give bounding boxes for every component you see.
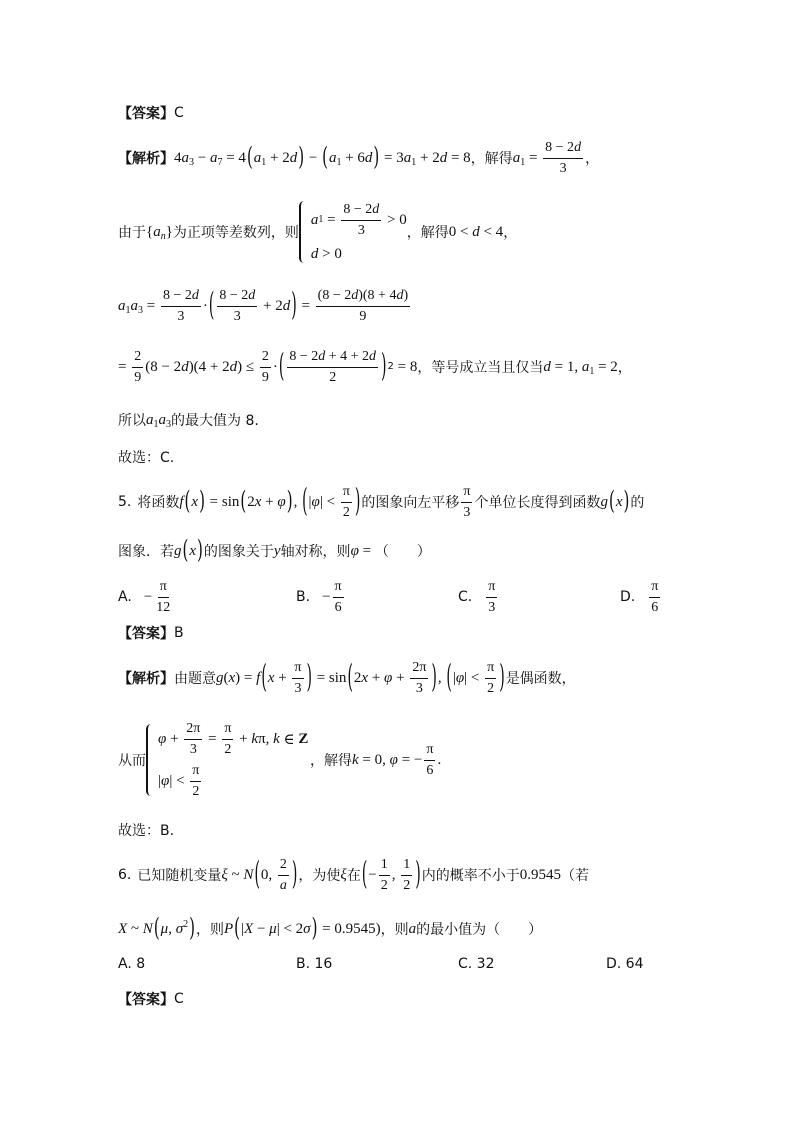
fraction: $\frac{8 - 2d}{3}$ (162, 288, 199, 324)
question-5-line-1: 5. 将函数 f(x) = sin(2x + φ), ( |φ| < $\frac{\pi}{2}$ ) 的图象向左平移 $\frac{\pi}{3}$ 个单位长度得到函数 g(x) 的 (118, 483, 645, 521)
math-expression: $4a_3 - a_7 = 4(a_1 + 2d) - (a_1 + 6d) = 3a_1 + 2d = 8$ (174, 140, 471, 172)
text: ，等号成立当且仅当 (417, 360, 544, 376)
option-a: A. − $\frac{\pi}{12}$ (118, 579, 171, 615)
choose-line-4 (118, 447, 754, 467)
math-expression: $\{a_n\}$ (146, 223, 173, 242)
fraction: $\frac{8 - 2d}{3}$ (545, 140, 582, 176)
math-expression: 0 < d < 4 (448, 223, 504, 240)
answer-value: C (174, 105, 184, 121)
option-d: D. $\frac{\pi}{6}$ (620, 579, 659, 615)
text: 为正项等差数列，则 (172, 225, 299, 241)
text: 由于 (118, 225, 146, 241)
analysis-label: 【解析】 (118, 151, 174, 167)
equation-system: a 1 = $\frac{8 - 2d}{3}$ > 0 d > 0 (310, 202, 407, 262)
option-b: B. 16 (296, 956, 333, 972)
question-6-line-2: X ~ N(μ, $\sigma^2$) ，则 P(|X − μ| < 2σ) = 0.9545) ，则 a 的最小值为（ ） (118, 911, 543, 943)
solution-5-line-2: 从而 φ + $\frac{2\pi}{3}$ = $\frac{\pi}{2}$ + k π, k ∈ Z | φ | < $\frac{\pi}{2}$ ，解得 k = 0, φ = − $\frac{\pi}{6}$ . (118, 721, 442, 799)
solution-line-1 (118, 138, 754, 178)
answer-line-5: 【答案】 B (118, 625, 184, 642)
text: 的最大值为 8. (171, 413, 259, 429)
fraction: $\frac{8 - 2d}{3}$ (219, 288, 256, 324)
solution-line-4: = $\frac{2}{9}$ (8 − 2d)(4 + 2d) ≤ $\frac{2}{9}$ · ( $\frac{8 - 2d + 4 + 2d}{2}$ ) 2 = 8 ，等号成立当且仅当 d = 1, $a_1 = 2$ ， (118, 348, 632, 386)
question-5-line-2: 图象．若 g(x) 的图象关于 y 轴对称，则 φ = （ ） (118, 533, 431, 565)
math-expression: $a_1$ = (512, 149, 542, 168)
option-a: A. 8 (118, 956, 146, 972)
text: ，解得 (470, 151, 513, 167)
text: 所以 (118, 413, 146, 429)
question-6-line-1: 6. 已知随机变量 ξ ~ N ( 0, $\frac{2}{a}$ ) ，为使 ξ 在 ( − $\frac{1}{2}$ , $\frac{1}{2}$ ) 内的概率不小于 0.9545 （若 (118, 856, 589, 894)
solution-line-3: $a_1a_3$ = $\frac{8 - 2d}{3}$ · ( $\frac{8 - 2d}{3}$ + 2d ) = $\frac{(8 - 2d)(8 + 4d)}{9}$ (118, 287, 409, 325)
fraction: $\frac{8 - 2d + 4 + 2d}{2}$ (289, 349, 377, 385)
option-b: B. − $\frac{\pi}{6}$ (296, 579, 342, 615)
fraction: $\frac{2}{9}$ (134, 349, 142, 385)
left-brace (299, 201, 307, 263)
fraction: $\frac{2}{9}$ (261, 349, 269, 385)
answer-line-6: 【答案】 C (118, 991, 184, 1008)
comma: ， (503, 225, 518, 241)
solution-line-2 (118, 199, 754, 265)
choose-line-5: 故选：B. (118, 823, 175, 839)
comma: ， (585, 151, 600, 167)
conclusion-line: 所以 $a_1a_3$ 的最大值为 8. (118, 411, 259, 430)
answer-line-4 (118, 103, 754, 123)
option-c: C. $\frac{\pi}{3}$ (458, 579, 496, 615)
option-c: C. 32 (458, 956, 495, 972)
answer-label: 【答案】 (118, 106, 174, 122)
text: 故选：C. (118, 450, 175, 466)
fraction: $\frac{(8 - 2d)(8 + 4d)}{9}$ (317, 288, 409, 324)
question-number: 5. (118, 494, 132, 510)
equation-system: φ + $\frac{2\pi}{3}$ = $\frac{\pi}{2}$ + k π, k ∈ Z | φ | < $\frac{\pi}{2}$ (158, 721, 309, 799)
math-expression: $a_1a_3$ = (118, 297, 159, 316)
option-d: D. 64 (606, 956, 644, 972)
solution-5-line-1: 【解析】 由题意 g(x) = f ( x + $\frac{\pi}{3}$ ) = sin ( 2x + φ + $\frac{2\pi}{3}$ ) , ( |φ| < $\frac{\pi}{2}$ ) 是偶函数， (118, 659, 576, 697)
left-brace (146, 724, 154, 796)
text: ，解得 (406, 225, 449, 241)
